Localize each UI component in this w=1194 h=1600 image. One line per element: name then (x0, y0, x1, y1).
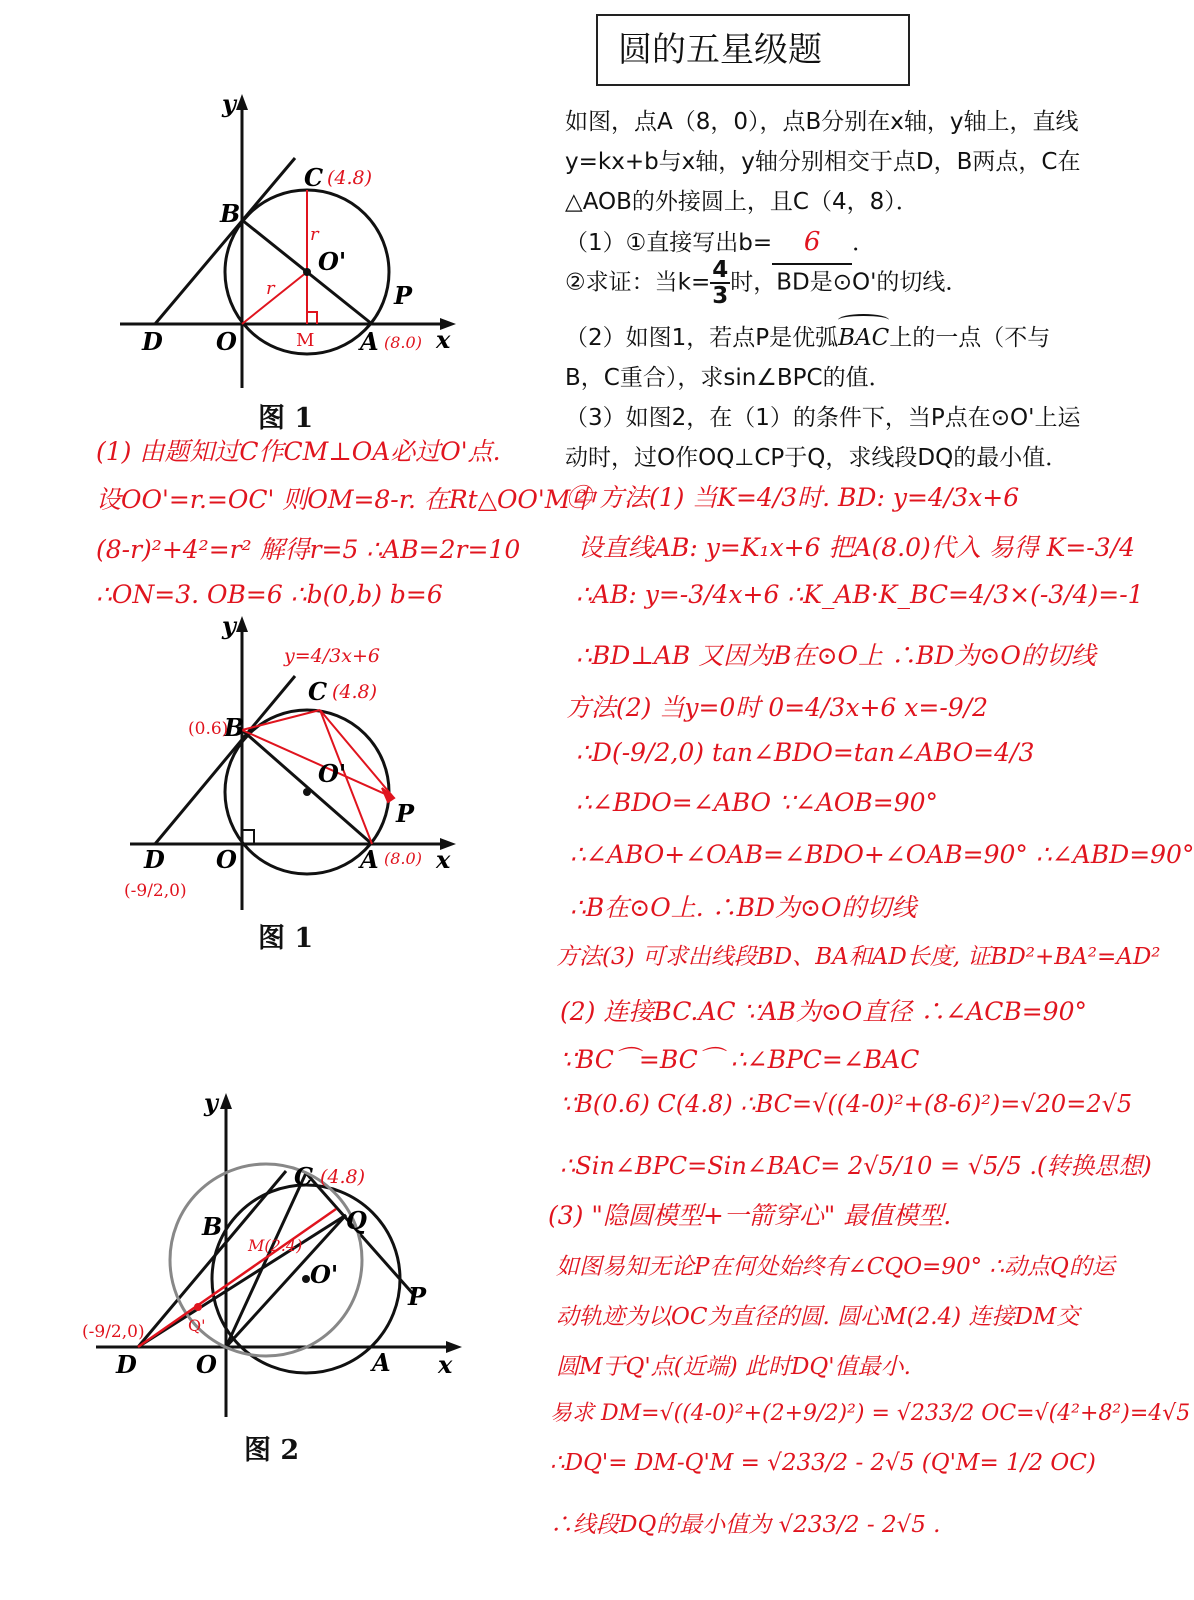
figure-2-diagram (76, 1085, 476, 1425)
note-right-line-11: (2) 连接BC.AC ∵AB为⊙O直径 ∴∠ACB=90° (560, 997, 1087, 1026)
label-b: B (224, 713, 245, 742)
label-q: Q (346, 1206, 367, 1235)
figure-2-caption: 图 2 (244, 1435, 300, 1466)
note-right-line-4: ∴BD⊥AB 又因为B在⊙O上 ∴BD为⊙O的切线 (576, 641, 1096, 670)
question-1a-suffix: ． (852, 230, 876, 256)
note-right-line-2: 设直线AB: y=K₁x+6 把A(8.0)代入 易得 K=-3/4 (578, 533, 1135, 562)
note-right-line-9: ∴B在⊙O上. ∴BD为⊙O的切线 (570, 893, 917, 922)
label-y: y (204, 1088, 218, 1117)
note-right-line-20: ∴DQ'= DM-Q'M = √233/2 - 2√5 (Q'M= 1/2 OC) (550, 1450, 1096, 1476)
label-d-coord: (-9/2,0) (124, 881, 187, 901)
note-right-line-17: 动轨迹为以OC为直径的圆. 圆心M(2.4) 连接DM交 (556, 1304, 1080, 1330)
label-a-coord: (8.0) (384, 333, 422, 352)
question-2-suffix: 上的一点（不与 (889, 325, 1051, 351)
label-o-prime: O' (318, 759, 347, 788)
label-p: P (394, 281, 413, 310)
label-b-coord: (0.6) (188, 719, 229, 739)
label-p: P (396, 799, 415, 828)
question-2-line-2: B，C重合），求sin∠BPC的值． (565, 365, 892, 391)
center-point (303, 268, 311, 276)
label-a: A (360, 327, 379, 356)
note-right-line-15: (3) "隐圆模型+一箭穿心" 最值模型. (548, 1201, 952, 1230)
question-3-line-1: （3）如图2，在（1）的条件下，当P点在⊙O'上运 (565, 405, 1081, 431)
figure-1a-caption: 图 1 (258, 403, 314, 434)
figure-1b-caption: 图 1 (258, 923, 314, 954)
label-r-slant: r (266, 278, 275, 299)
label-line-equation: y=4/3x+6 (284, 645, 380, 667)
center-point (302, 1275, 310, 1283)
segment-oc (226, 1173, 306, 1347)
note-right-line-3: ∴AB: y=-3/4x+6 ∴K_AB·K_BC=4/3×(-3/4)=-1 (576, 580, 1144, 609)
note-left-line-1: (1) 由题知过C作CM⊥OA必过O'点. (96, 437, 501, 466)
label-m: M(2.4) (248, 1236, 303, 1255)
y-axis-arrow (236, 616, 248, 632)
label-c: C (308, 677, 328, 706)
label-b: B (202, 1212, 223, 1241)
label-x: x (438, 1350, 453, 1379)
note-right-line-8: ∴∠ABO+∠OAB=∠BDO+∠OAB=90° ∴∠ABD=90° (570, 840, 1194, 869)
label-a-coord: (8.0) (384, 849, 422, 868)
label-r-vertical: r (310, 224, 319, 245)
label-m: M (296, 330, 315, 351)
label-c: C (294, 1162, 314, 1191)
figure-1b-diagram (120, 612, 480, 912)
label-o-prime: O' (318, 247, 347, 276)
note-right-line-19: 易求 DM=√((4-0)²+(2+9/2)²) = √233/2 OC=√(4²+8²)=4√5 (550, 1401, 1191, 1426)
label-c-coord: (4.8) (332, 681, 378, 703)
label-o: O (216, 845, 237, 874)
note-right-line-1: ② 方法(1) 当K=4/3时. BD: y=4/3x+6 (566, 483, 1020, 512)
note-right-line-10: 方法(3) 可求出线段BD、BA和AD长度, 证BD²+BA²=AD² (556, 944, 1161, 970)
label-q-prime: Q' (188, 1316, 206, 1335)
arc-label: BAC (838, 325, 890, 351)
label-d: D (142, 327, 163, 356)
question-2-prefix: （2）如图1，若点P是优弧 (565, 325, 839, 351)
question-1b (565, 258, 968, 308)
label-d-coord: (-9/2,0) (82, 1322, 145, 1342)
point-q-prime (194, 1303, 202, 1311)
center-point (303, 788, 311, 796)
note-right-line-13: ∵B(0.6) C(4.8) ∴BC=√((4-0)²+(8-6)²)=√20=2√5 (560, 1090, 1133, 1118)
problem-line-1: 如图，点A（8，0），点B分别在x轴，y轴上，直线 (565, 109, 1079, 135)
label-d: D (116, 1350, 137, 1379)
label-a: A (360, 845, 379, 874)
label-c-coord: (4.8) (320, 1166, 366, 1188)
note-left-line-2: 设OO'=r.=OC' 则OM=8-r. 在Rt△OO'M中 (96, 485, 596, 514)
fraction-numerator: 4 (712, 257, 729, 283)
arc-bac (838, 318, 889, 358)
fraction-k (710, 258, 730, 308)
label-y: y (222, 612, 236, 640)
note-right-line-16: 如图易知无论P在何处始终有∠CQO=90° ∴动点Q的运 (556, 1254, 1115, 1280)
question-1b-prefix: ②求证：当k= (565, 269, 711, 296)
note-right-line-12: ∵BC⌒=BC⌒ ∴∠BPC=∠BAC (560, 1045, 920, 1074)
y-axis-arrow (220, 1093, 232, 1109)
y-axis-arrow (236, 94, 248, 110)
label-d: D (144, 845, 165, 874)
label-o: O (216, 327, 237, 356)
arc-symbol (838, 314, 889, 326)
note-left-line-4: ∴ON=3. OB=6 ∴b(0,b) b=6 (96, 580, 443, 609)
note-right-line-18: 圆M于Q'点(近端) 此时DQ'值最小. (556, 1354, 911, 1380)
label-o: O (196, 1350, 217, 1379)
note-right-line-21: ∴线段DQ的最小值为 √233/2 - 2√5 . (550, 1512, 941, 1538)
page-title: 圆的五星级题 (596, 14, 910, 86)
question-2-line-1 (565, 318, 1050, 358)
right-angle-mark (307, 312, 317, 324)
label-x: x (436, 845, 451, 874)
note-right-line-6: ∴D(-9/2,0) tan∠BDO=tan∠ABO=4/3 (576, 738, 1035, 767)
problem-line-3: △AOB的外接圆上，且C（4，8）． (565, 189, 919, 215)
note-right-line-7: ∴∠BDO=∠ABO ∵∠AOB=90° (576, 788, 939, 817)
label-o-prime: O' (310, 1260, 339, 1289)
note-right-line-14: ∴Sin∠BPC=Sin∠BAC= 2√5/10 = √5/5 .(转换思想) (560, 1152, 1152, 1180)
fraction-denominator: 3 (712, 283, 729, 310)
label-x: x (436, 325, 451, 354)
note-right-line-5: 方法(2) 当y=0时 0=4/3x+6 x=-9/2 (566, 693, 988, 722)
question-3-line-2: 动时，过O作OQ⊥CP于Q，求线段DQ的最小值． (565, 445, 1069, 471)
answer-b-value: 6 (803, 227, 821, 257)
label-a: A (372, 1348, 391, 1377)
label-y: y (222, 90, 236, 118)
question-1a-prefix: （1）①直接写出b= (565, 230, 773, 256)
question-1b-suffix: 时，BD是⊙O'的切线． (730, 269, 969, 296)
label-b: B (220, 199, 241, 228)
label-c: C (304, 163, 324, 192)
label-p: P (408, 1282, 427, 1311)
problem-line-2: y=kx+b与x轴，y轴分别相交于点D，B两点，C在 (565, 149, 1081, 175)
figure-1a-diagram (120, 90, 480, 390)
label-c-coord: (4.8) (327, 167, 373, 189)
note-left-line-3: (8-r)²+4²=r² 解得r=5 ∴AB=2r=10 (96, 535, 521, 564)
